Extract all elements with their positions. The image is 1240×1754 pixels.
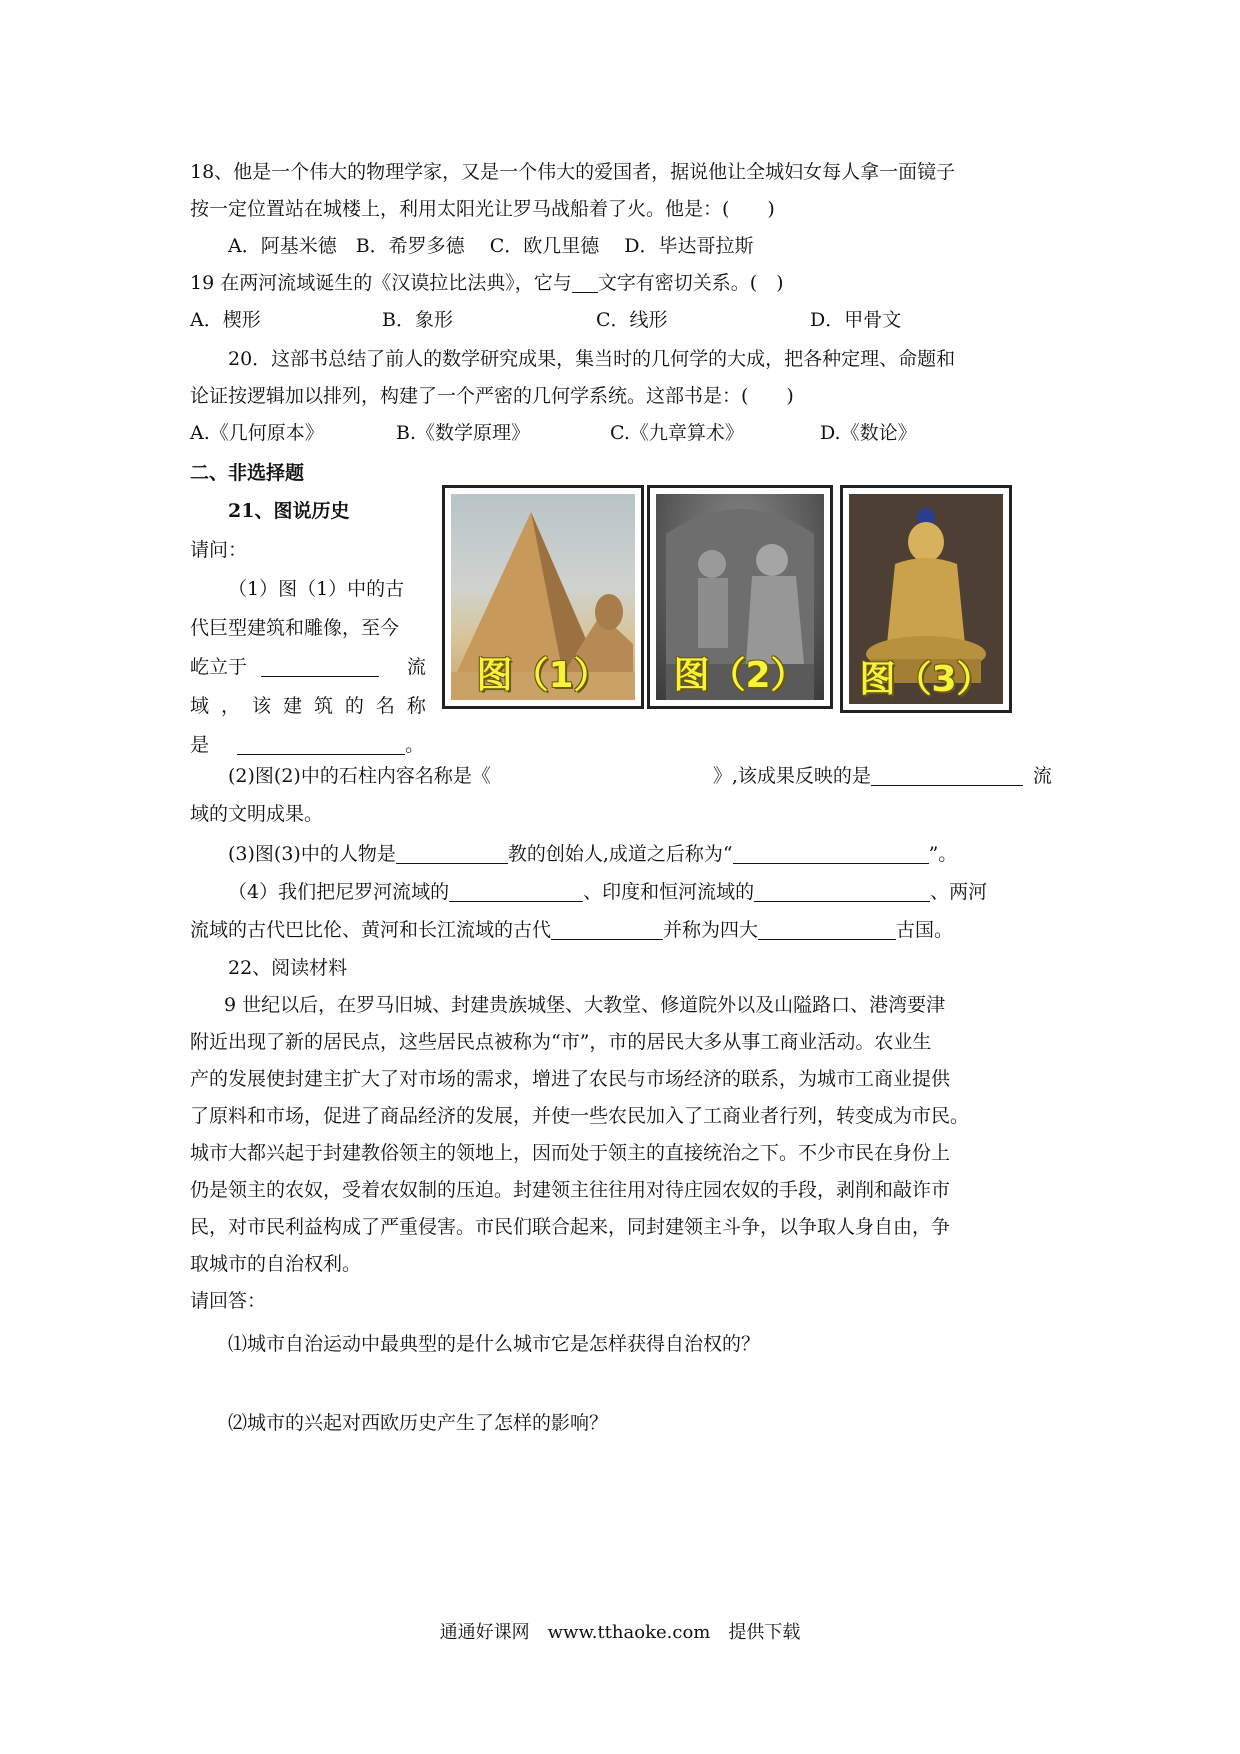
- q21-p1-l4-char: 该: [251, 695, 271, 717]
- q21-p1-l4-char: ，: [220, 695, 240, 717]
- figure-1: [442, 485, 644, 709]
- q19-option-d: D．甲骨文: [810, 309, 902, 331]
- q21-p1-l4-char: 域: [190, 695, 210, 717]
- q21-p1-l4-char: 的: [344, 695, 364, 717]
- q21-p1-line1: （1）图（1）中的古: [228, 578, 405, 600]
- q20-line1: 20．这部书总结了前人的数学研究成果，集当时的几何学的大成，把各种定理、命题和: [228, 348, 956, 370]
- q19-option-a: A．楔形: [190, 309, 261, 331]
- q21-p1-l5-pre: 是: [190, 734, 210, 756]
- figure-2: [647, 485, 833, 709]
- figure-1-label: 图（1）: [476, 655, 610, 696]
- q21-p4-l2-pre: 流域的古代巴比伦、黄河和长江流域的古代: [190, 919, 552, 941]
- figure-2-label: 图（2）: [673, 655, 807, 696]
- q22-material-line: 城市大都兴起于封建教俗领主的领地上，因而处于领主的直接统治之下。不少市民在身份上: [190, 1142, 951, 1164]
- q22-material-line: 取城市的自治权利。: [190, 1253, 362, 1275]
- q21-p4-line2: [190, 915, 953, 945]
- q21-p4-mid2: 、两河: [930, 881, 988, 903]
- q21-blank-ancient[interactable]: [758, 919, 896, 940]
- q21-p1-l3-post: 流: [406, 656, 426, 678]
- q19-stem-post: 文字有密切关系。( ): [597, 272, 784, 294]
- q21-p2-post: 流: [1032, 765, 1052, 787]
- q21-p3-pre: (3)图(3)中的人物是: [228, 843, 396, 865]
- q18-line1: 18、他是一个伟大的物理学家，又是一个伟大的爱国者，据说他让全城妇女每人拿一面镜子: [190, 161, 956, 183]
- q21-p1-l5-post: 。: [405, 734, 425, 756]
- q21-p1-line5: [190, 730, 424, 760]
- q22-material-line: 仍是领主的农奴，受着农奴制的压迫。封建领主往往用对待庄园农奴的手段，剥削和敲诈市: [190, 1179, 951, 1201]
- q21-blank-river[interactable]: [261, 656, 379, 677]
- q19-stem-pre: 19 在两河流域诞生的《汉谟拉比法典》，它与: [190, 272, 572, 294]
- q21-p2-pre: (2)图(2)中的石柱内容名称是《: [228, 765, 491, 787]
- q20-option-c: C.《九章算术》: [610, 422, 744, 444]
- q22-material-line: 产的发展使封建主扩大了对市场的需求，增进了农民与市场经济的联系，为城市工商业提供: [190, 1068, 951, 1090]
- q22-material-line: 附近出现了新的居民点，这些居民点被称为“市”，市的居民大多从事工商业活动。农业生: [190, 1031, 932, 1053]
- q21-p4-line1: [228, 877, 987, 907]
- page-footer: 通通好课网 www.tthaoke.com 提供下载: [439, 1622, 801, 1643]
- figure-3-label: 图（3）: [859, 659, 993, 700]
- q20-option-a: A.《几何原本》: [190, 422, 324, 444]
- q21-blank-china[interactable]: [551, 919, 663, 940]
- figure-3: [840, 485, 1012, 713]
- q21-p1-l4-char: 建: [282, 695, 302, 717]
- q19-options: [190, 305, 1054, 335]
- q21-p3-post: ”。: [928, 843, 958, 865]
- q19-option-c: C．线形: [596, 309, 668, 331]
- q19-stem: [190, 268, 784, 298]
- q22-material-line: 了原料和市场，促进了商品经济的发展，并使一些农民加入了工商业者行列，转变成为市民。: [190, 1105, 970, 1127]
- q21-p4-mid1: 、印度和恒河流域的: [583, 881, 755, 903]
- q18-line2: 按一定位置站在城楼上，利用太阳光让罗马战船着了火。他是：( ): [190, 198, 775, 220]
- q21-p3-mid: 教的创始人,成道之后称为“: [507, 843, 733, 865]
- q22-ask: 请回答：: [190, 1290, 267, 1312]
- q21-blank-egypt[interactable]: [449, 881, 583, 902]
- q21-blank-building[interactable]: [237, 734, 405, 755]
- q21-p1-l3-pre: 屹立于: [190, 656, 248, 678]
- q19-option-b: B．象形: [382, 309, 453, 331]
- q20-line2: 论证按逻辑加以排列，构建了一个严密的几何学系统。这部书是：( ): [190, 385, 794, 407]
- q19-blank[interactable]: [572, 272, 598, 293]
- q21-p2-mid: 》,该成果反映的是: [712, 765, 871, 787]
- q20-option-b: B.《数学原理》: [396, 422, 531, 444]
- q21-p2-line2: 域的文明成果。: [190, 803, 324, 825]
- q21-p1-line4: [190, 691, 426, 721]
- q21-p1-line2: 代巨型建筑和雕像，至今: [190, 617, 400, 639]
- q18-options: A．阿基米德 B．希罗多德 C．欧几里德 D．毕达哥拉斯: [228, 235, 754, 257]
- q21-blank-religion[interactable]: [396, 843, 508, 864]
- q20-options: [190, 418, 1054, 448]
- q21-p3: [228, 839, 957, 869]
- q21-blank-region[interactable]: [871, 765, 1023, 786]
- q21-blank-title[interactable]: [733, 843, 929, 864]
- q21-p4-l2-post: 古国。: [896, 919, 954, 941]
- q22-material-line: 民，对市民利益构成了严重侵害。市民们联合起来，同封建领主斗争，以争取人身自由，争: [190, 1216, 951, 1238]
- q21-p1-l4-char: 称: [406, 695, 426, 717]
- q21-title: 21、图说历史: [228, 500, 350, 522]
- q22-material-line: 9 世纪以后，在罗马旧城、封建贵族城堡、大教堂、修道院外以及山隘路口、港湾要津: [224, 994, 946, 1016]
- q22-sub1: ⑴城市自治运动中最典型的是什么城市它是怎样获得自治权的？: [228, 1333, 761, 1355]
- q21-p1-l4-char: 名: [375, 695, 395, 717]
- q21-p1-l4-char: 筑: [313, 695, 333, 717]
- q21-p4-pre: （4）我们把尼罗河流域的: [228, 881, 450, 903]
- q20-option-d: D.《数论》: [820, 422, 917, 444]
- q21-p1-line3: [190, 652, 426, 682]
- section-heading: 二、非选择题: [190, 462, 305, 484]
- q22-sub2: ⑵城市的兴起对西欧历史产生了怎样的影响？: [228, 1412, 609, 1434]
- q22-title: 22、阅读材料: [228, 957, 348, 979]
- q21-p2-line1: [228, 761, 1052, 791]
- q21-ask: 请问：: [190, 539, 248, 561]
- q21-p4-l2-mid: 并称为四大: [663, 919, 759, 941]
- q21-blank-india[interactable]: [754, 881, 930, 902]
